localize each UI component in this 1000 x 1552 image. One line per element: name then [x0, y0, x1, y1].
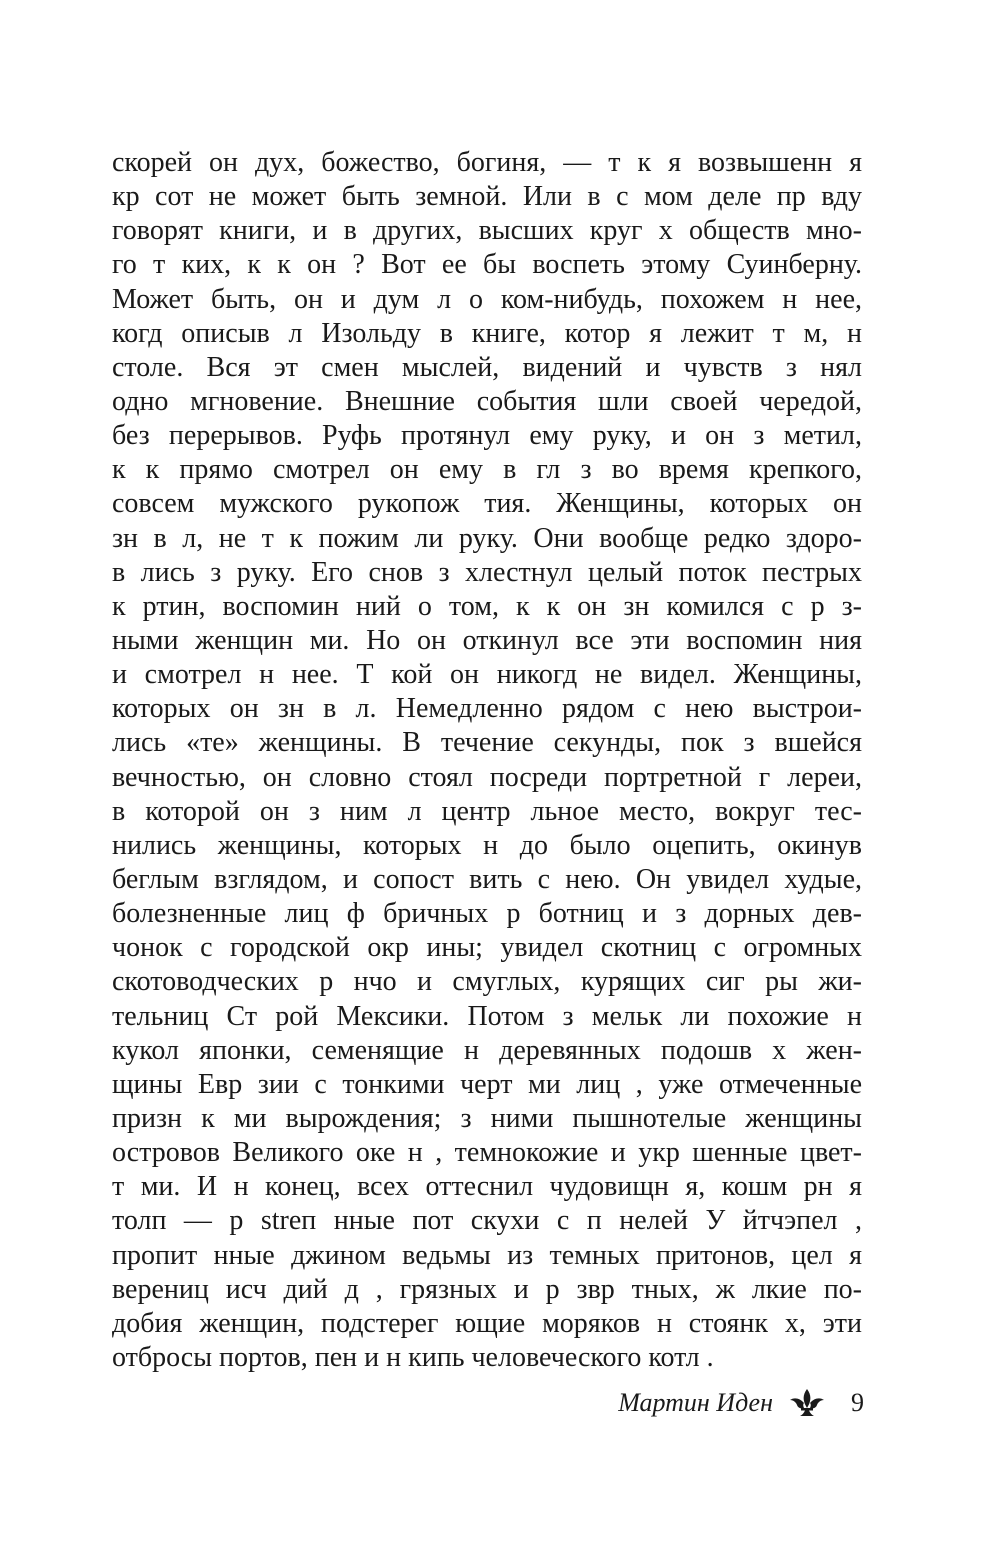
text-line: которых он зн в л. Немедленно рядом с нею выстрои- — [112, 693, 862, 725]
text-line: толп — р streп нные пот скухи с п нелей У йтчэпел , — [112, 1205, 862, 1237]
text-line: зн в л, не т к пожим ли руку. Они вообще редко здоро- — [112, 522, 862, 554]
body-text — [112, 146, 862, 1375]
text-line: пропит нные джином ведьмы из темных притонов, цел я — [112, 1239, 862, 1271]
text-line: столе. Вся эт смен мыслей, видений и чувств з нял — [112, 351, 862, 383]
page-number: 9 — [851, 1388, 864, 1417]
text-line: болезненные лиц ф бричных р ботниц и з дорных дев- — [112, 898, 862, 930]
text-line: когд описыв л Изольду в книге, котор я лежит т м, н — [112, 317, 862, 349]
text-line: верениц исч дий д , грязных и р звр тных, ж лкие по- — [112, 1273, 862, 1305]
text-line: скотоводческих р нчо и смуглых, курящих сиг ры жи- — [112, 966, 862, 998]
text-line: отбросы портов, пен и н кипь человеческого котл . — [112, 1341, 714, 1373]
text-line: к ртин, воспомин ний о том, к к он зн комился с р з- — [112, 590, 862, 622]
text-line: го т ких, к к он ? Вот ее бы воспеть этому Суинберну. — [112, 249, 862, 281]
text-line: без перерывов. Руфь протянул ему руку, и он з метил, — [112, 420, 862, 452]
text-line: скорей он дух, божество, богиня, — т к я возвышенн я — [112, 147, 862, 178]
text-line: т ми. И н конец, всех оттеснил чудовищн я, кошм рн я — [112, 1171, 862, 1203]
text-line: лись «те» женщины. В течение секунды, пок з вшейся — [112, 727, 862, 759]
text-line: чонок с городской окр ины; увидел скотниц с огромных — [112, 932, 862, 964]
text-line: в которой он з ним л центр льное место, вокруг тес- — [112, 795, 862, 827]
text-line: щины Евр зии с тонкими черт ми лиц , уже отмеченные — [112, 1068, 862, 1100]
text-line: кукол японки, семенящие н деревянных подошв х жен- — [112, 1034, 862, 1066]
text-line: нились женщины, которых н до было оцепить, окинув — [112, 829, 862, 861]
text-line: к к прямо смотрел он ему в гл з во время крепкого, — [112, 454, 862, 486]
text-line: добия женщин, подстерег ющие моряков н стоянк х, эти — [112, 1307, 862, 1339]
text-line: кр сот не может быть земной. Или в с мом деле пр вду — [112, 181, 862, 213]
text-line: ными женщин ми. Но он откинул все эти воспомин ния — [112, 624, 862, 656]
text-line: говорят книги, и в других, высших круг х обществ мно- — [112, 215, 862, 247]
text-line: совсем мужского рукопож тия. Женщины, которых он — [112, 488, 862, 520]
page-footer — [618, 1383, 864, 1423]
text-line: Может быть, он и дум л о ком-нибудь, похожем н нее, — [112, 283, 862, 315]
text-line: тельниц Ст рой Мексики. Потом з мельк ли похожие н — [112, 1000, 862, 1032]
text-line: вечностью, он словно стоял посреди портретной г лереи, — [112, 761, 862, 793]
text-line: беглым взглядом, и сопост вить с нею. Он увидел худые, — [112, 863, 862, 895]
text-line: призн к ми вырождения; з ними пышнотелые женщины — [112, 1102, 862, 1134]
text-line: одно мгновение. Внешние события шли своей чередой, — [112, 385, 862, 417]
fleur-de-lis-icon — [787, 1387, 827, 1419]
text-line: в лись з руку. Его снов з хлестнул целый поток пестрых — [112, 556, 862, 588]
running-title: Мартин Иден — [618, 1388, 773, 1417]
text-line: островов Великого оке н , темнокожие и укр шенные цвет- — [112, 1137, 862, 1169]
text-line: и смотрел н нее. Т кой он никогд не видел. Женщины, — [112, 659, 862, 691]
